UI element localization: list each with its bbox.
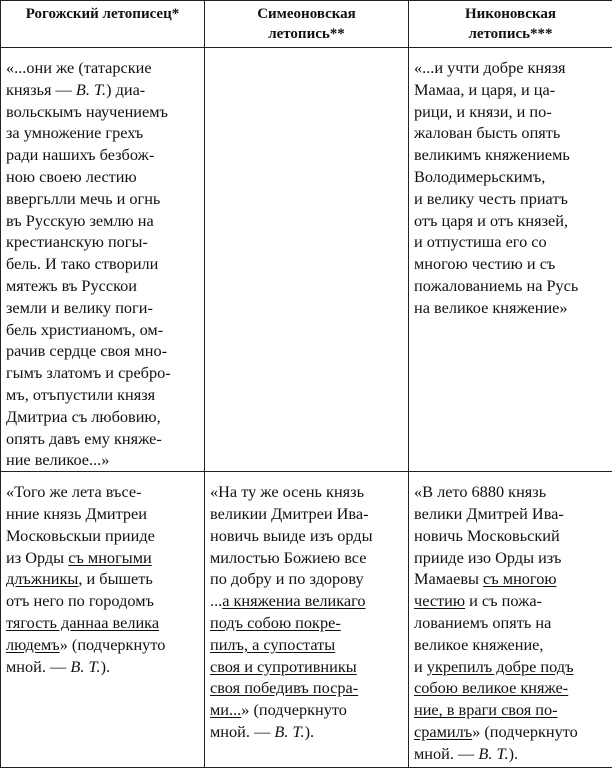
text-line: Дмитриа съ любовию,	[6, 406, 200, 428]
text-line: прииде изо Орды изъ	[414, 547, 608, 569]
text-line: мятежъ въ Русскои	[6, 275, 200, 297]
text-line: людемъ» (подчеркнуто	[6, 634, 200, 656]
text-line: Володимерьскимъ,	[414, 166, 608, 188]
text-line: ввергьлли мечь и огнь	[6, 188, 200, 210]
text-line: ною своею лестию	[6, 166, 200, 188]
text-line: отъ царя и отъ князей,	[414, 210, 608, 232]
initials: В. Т.	[274, 722, 304, 741]
cell-nikon	[409, 472, 612, 768]
text-line: на великое княжение»	[414, 297, 608, 319]
underlined-text: ми...	[210, 700, 241, 719]
text-line: ради нашихъ безбож-	[6, 144, 200, 166]
text-line: велики Дмитрей Ива-	[414, 503, 608, 525]
underlined-text: подъ собою покре-	[210, 612, 404, 634]
underlined-text: длъжникы	[6, 569, 78, 588]
text-line: нние князь Дмитреи	[6, 503, 200, 525]
underlined-text: съ многыми	[68, 548, 152, 567]
underlined-text: пилъ, а супостаты	[210, 634, 404, 656]
text-line: «...они же (татарские	[6, 57, 200, 79]
text-line: въ Русскую землю на	[6, 210, 200, 232]
text-line: гымъ златомъ и сребро-	[6, 362, 200, 384]
text-line: вольскымъ научениемъ	[6, 101, 200, 123]
underlined-text: людемъ	[6, 635, 60, 654]
cell-simeon	[205, 472, 409, 768]
text-line: мной. — В. Т.).	[210, 721, 404, 743]
header-row	[1, 1, 612, 48]
text-line: пожалованиемь на Русь	[414, 275, 608, 297]
text-line: новичь выиде изъ орды	[210, 525, 404, 547]
underlined-text: своя и супротивникы	[210, 656, 404, 678]
underlined-text: съ многою	[483, 569, 556, 588]
text-line: «...и учти добре князя	[414, 57, 608, 79]
text-line: лованиемъ опять на	[414, 612, 608, 634]
cell-simeon-empty	[205, 48, 409, 472]
underlined-text: укрепилъ добре подъ	[427, 657, 574, 676]
text-line: за умножение грехъ	[6, 122, 200, 144]
initials: В. Т.	[70, 657, 100, 676]
header-nikon-line: Никоновская	[413, 4, 608, 24]
header-rogozh: Рогожский летописец*	[1, 1, 205, 48]
text-line: Московьскыи прииде	[6, 525, 200, 547]
header-simeon	[205, 1, 409, 48]
underlined-text: а княжениа великаго	[222, 591, 365, 610]
text-line: «В лето 6880 князь	[414, 481, 608, 503]
underlined-text: срамилъ	[414, 722, 472, 741]
text-line: бель христианомъ, ом-	[6, 319, 200, 341]
underlined-text: своя победивъ посра-	[210, 677, 404, 699]
text-line: и отпустиша его со	[414, 231, 608, 253]
text-line: и велику честь приатъ	[414, 188, 608, 210]
text-line: новичь Московьский	[414, 525, 608, 547]
header-nikon-line: летопись***	[413, 24, 608, 44]
text-line: мной. — В. Т.).	[414, 743, 608, 765]
text-line: мъ, отъпустили князя	[6, 384, 200, 406]
text-line: и укрепилъ добре подъ	[414, 656, 608, 678]
text-line: бель. И тако створили	[6, 253, 200, 275]
underlined-text: собою великое княже-	[414, 677, 608, 699]
header-nikon	[409, 1, 612, 48]
text-line: великое княжение,	[414, 634, 608, 656]
header-simeon-line: летопись**	[209, 24, 404, 44]
text-line: князья — В. Т.) диа-	[6, 79, 200, 101]
header-simeon-line: Симеоновская	[209, 4, 404, 24]
text-line: милостью Божиею все	[210, 547, 404, 569]
text-line: ми...» (подчеркнуто	[210, 699, 404, 721]
cell-rogozh	[1, 48, 205, 472]
text-line: великимъ княжениемь	[414, 144, 608, 166]
initials: В. Т.	[478, 744, 508, 763]
text-line: жалован бысть опять	[414, 122, 608, 144]
text-line: великии Дмитреи Ива-	[210, 503, 404, 525]
text-line: срамилъ» (подчеркнуто	[414, 721, 608, 743]
underlined-text: тягость даннаа велика	[6, 612, 200, 634]
text-line: «Того же лета въсе-	[6, 481, 200, 503]
text-line: земли и велику поги-	[6, 297, 200, 319]
text-line: «На ту же осень князь	[210, 481, 404, 503]
underlined-text: честию	[414, 591, 465, 610]
table-row	[1, 472, 612, 768]
underlined-text: ние, в враги своя по-	[414, 699, 608, 721]
text-line: крестианскую погы-	[6, 231, 200, 253]
text-line: отъ него по городомъ	[6, 590, 200, 612]
cell-rogozh	[1, 472, 205, 768]
text-line: опять давъ ему княже-	[6, 428, 200, 450]
text-line: ние великое...»	[6, 449, 200, 471]
text-line: Мамаа, и царя, и ца-	[414, 79, 608, 101]
text-line: ...а княжениа великаго	[210, 590, 404, 612]
table-row	[1, 48, 612, 472]
text-line: рачив сердце своя мно-	[6, 340, 200, 362]
text-line: честию и съ пожа-	[414, 590, 608, 612]
text-line: Мамаевы съ многою	[414, 568, 608, 590]
text-line: по добру и по здорову	[210, 568, 404, 590]
cell-nikon	[409, 48, 612, 472]
text-line: мной. — В. Т.).	[6, 656, 200, 678]
initials: В. Т.	[76, 80, 106, 99]
text-line: длъжникы, и бышеть	[6, 568, 200, 590]
text-line: из Орды съ многыми	[6, 547, 200, 569]
text-line: многою честию и съ	[414, 253, 608, 275]
text-line: рици, и князи, и по-	[414, 101, 608, 123]
